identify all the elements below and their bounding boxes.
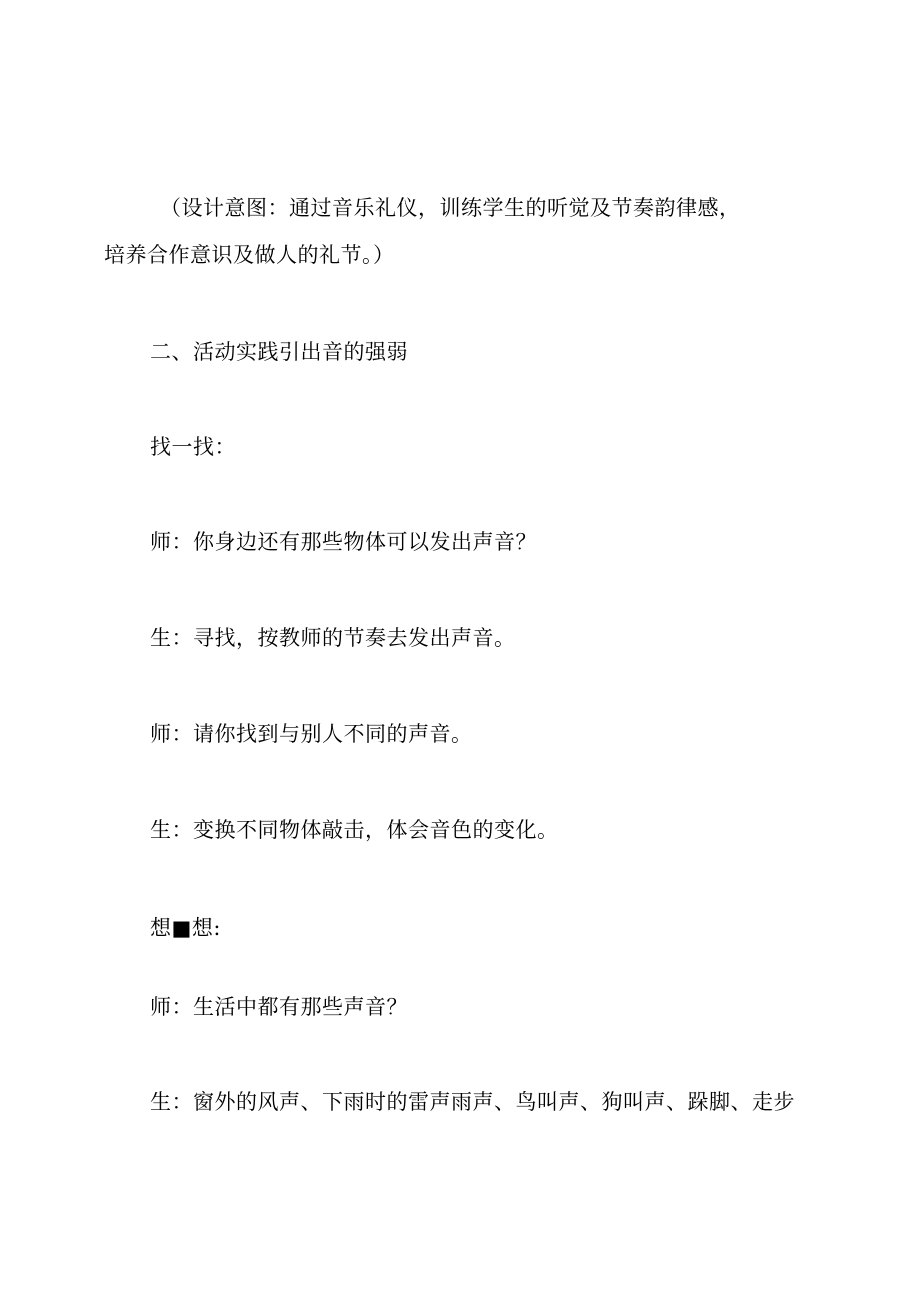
design-intent-line-1: （设计意图：通过音乐礼仪，训练学生的听觉及节奏韵律感， bbox=[160, 196, 741, 220]
section-heading: 二、活动实践引出音的强弱 bbox=[150, 340, 408, 364]
think-heading: 想■想: bbox=[150, 916, 221, 940]
teacher-question-3: 师：生活中都有那些声音？ bbox=[150, 995, 408, 1019]
design-intent-line-2: 培养合作意识及做人的礼节。） bbox=[104, 243, 395, 267]
student-answer-1: 生：寻找，按教师的节奏去发出声音。 bbox=[150, 626, 516, 650]
find-heading: 找一找： bbox=[150, 435, 236, 459]
teacher-question-2: 师：请你找到与别人不同的声音。 bbox=[150, 722, 473, 746]
student-answer-2: 生：变换不同物体敲击，体会音色的变化。 bbox=[150, 818, 559, 842]
student-answer-3: 生：窗外的风声、下雨时的雷声雨声、鸟叫声、狗叫声、跺脚、走步 bbox=[150, 1090, 795, 1114]
teacher-question-1: 师：你身边还有那些物体可以发出声音？ bbox=[150, 530, 537, 554]
